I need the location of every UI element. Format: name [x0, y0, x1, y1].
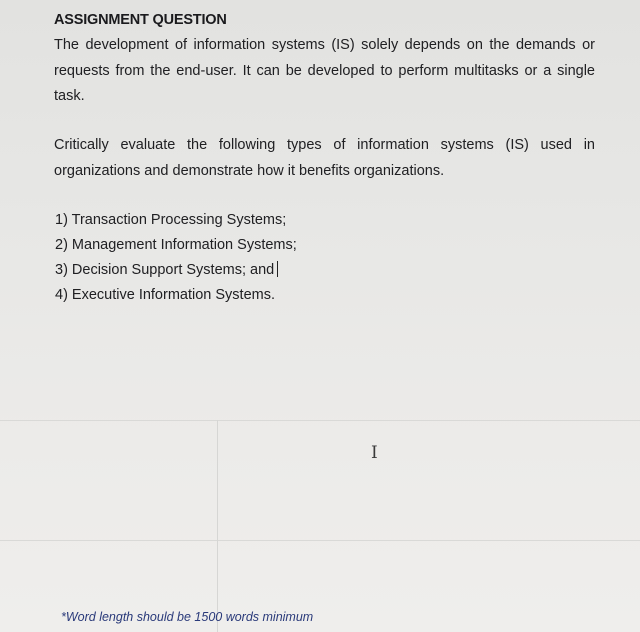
table-gridline: [0, 420, 640, 421]
is-types-list: [55, 208, 297, 308]
list-item: [55, 258, 297, 283]
list-item: [55, 233, 297, 258]
list-item: [55, 208, 297, 233]
list-item-text: 3) Decision Support Systems; and: [55, 262, 275, 278]
intro-paragraph: [54, 33, 595, 110]
instruction-paragraph: [54, 133, 595, 184]
intro-line: requests from the end-user. It can be developed to perform multitasks or a single: [54, 62, 595, 79]
instruction-line: Critically evaluate the following types of information systems (IS) used in: [54, 137, 595, 153]
intro-line: task.: [54, 88, 85, 104]
list-item-text: 1) Transaction Processing Systems;: [55, 212, 287, 228]
instruction-line: organizations and demonstrate how it benefits organizations.: [54, 162, 445, 179]
word-length-footnote: *Word length should be 1500 words minimum: [61, 610, 314, 624]
text-caret: [277, 261, 278, 277]
assignment-title: ASSIGNMENT QUESTION: [54, 12, 227, 28]
ibeam-cursor-icon: I: [371, 443, 378, 463]
list-item: [55, 283, 297, 308]
table-gridline: [0, 540, 640, 541]
list-item-text: 4) Executive Information Systems.: [55, 287, 275, 303]
table-gridline: [217, 420, 218, 632]
list-item-text: 2) Management Information Systems;: [55, 237, 297, 253]
intro-line: The development of information systems (IS) solely depends on the demands or: [54, 37, 595, 53]
